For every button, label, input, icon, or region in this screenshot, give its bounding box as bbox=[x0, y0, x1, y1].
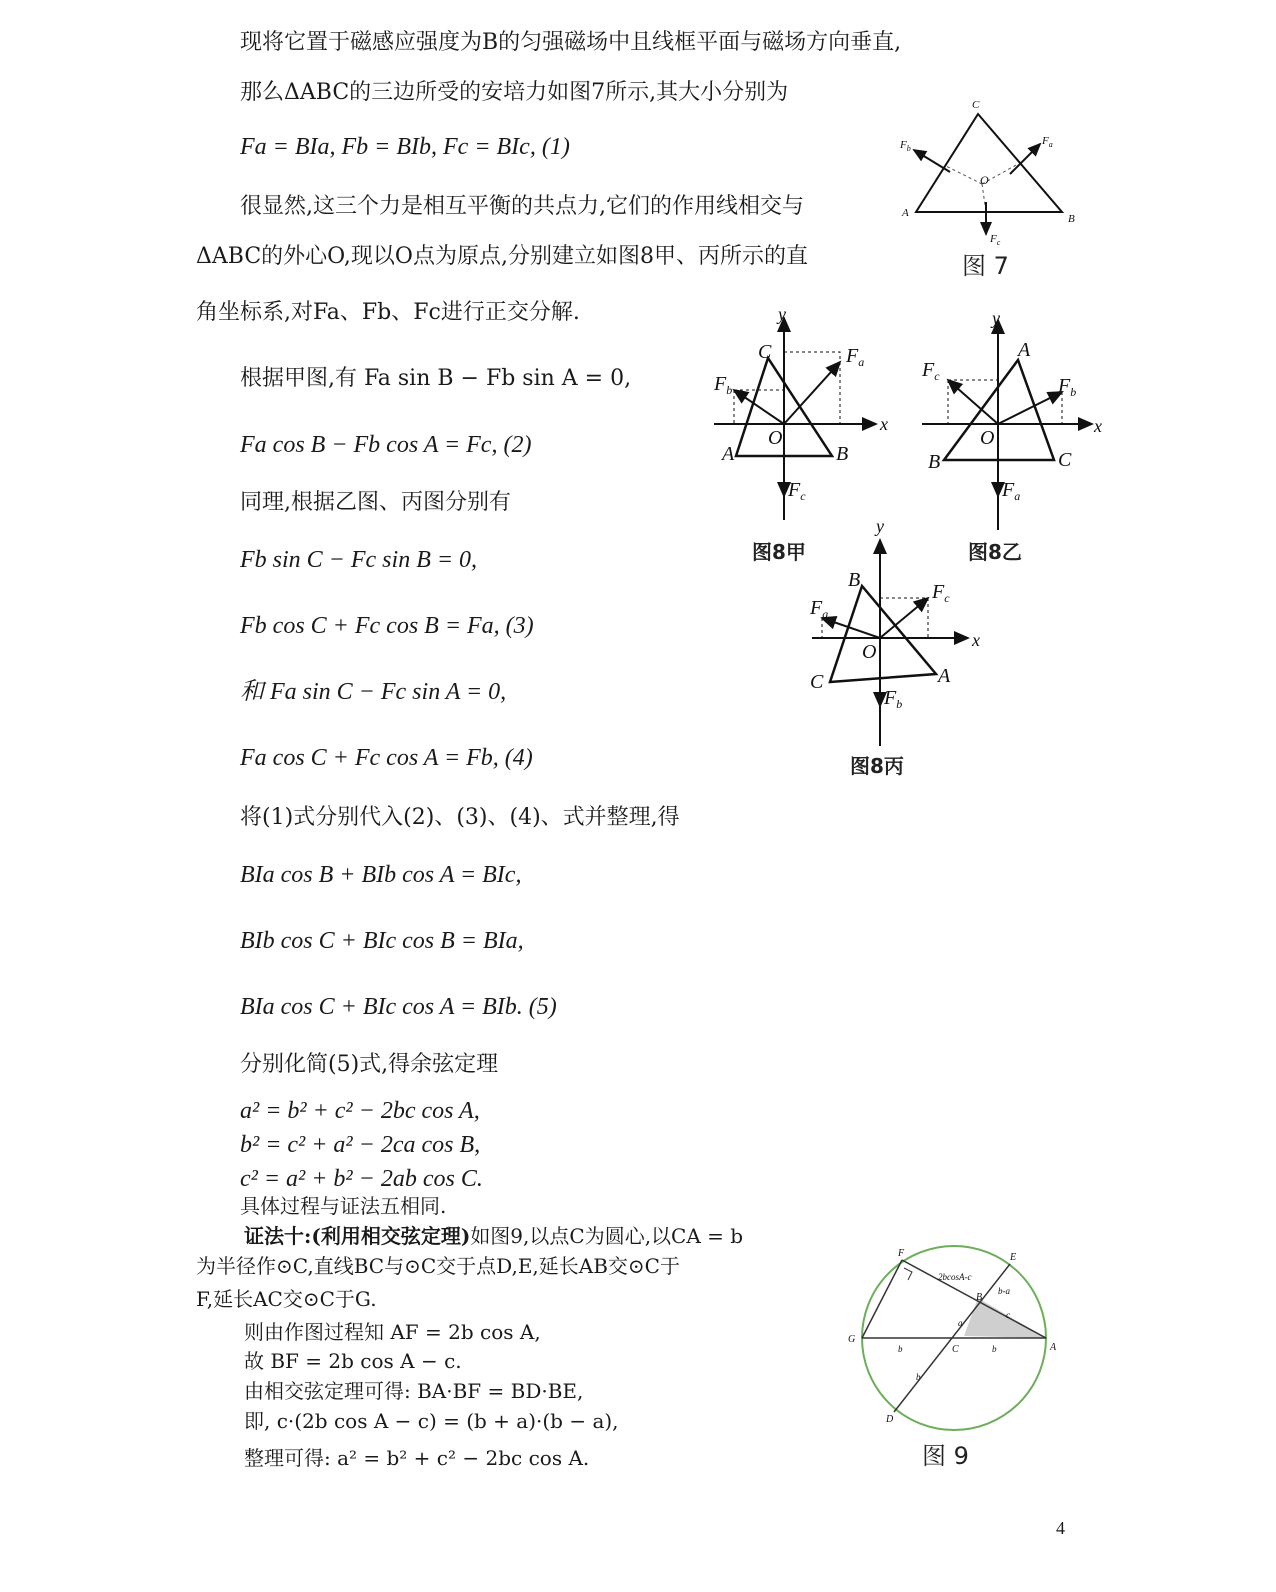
text-line: 角坐标系,对Fa、Fb、Fc进行正交分解. bbox=[196, 300, 580, 325]
text-line: 很显然,这三个力是相互平衡的共点力,它们的作用线相交与 bbox=[240, 194, 804, 219]
svg-text:Fc: $F_c$ bbox=[932, 581, 950, 605]
text-line: F,延长AC交⊙C于G. bbox=[196, 1287, 377, 1311]
proof-ten-title: 证法十:(利用相交弦定理) bbox=[244, 1224, 471, 1248]
svg-text:O: O bbox=[862, 641, 877, 663]
svg-text:c: c bbox=[1006, 1310, 1010, 1320]
svg-text:Fb: $F_b$ bbox=[1058, 375, 1077, 399]
cosine-law-a: a² = b² + c² − 2bc cos A, bbox=[240, 1098, 480, 1124]
text-line: ΔABC的外心O,现以O点为原点,分别建立如图8甲、丙所示的直 bbox=[196, 244, 808, 269]
figure-8c-caption: 图8丙 bbox=[850, 754, 904, 778]
svg-text:B: B bbox=[976, 1292, 983, 1303]
svg-text:b: b bbox=[992, 1344, 997, 1354]
label-o: O bbox=[980, 173, 989, 187]
svg-text:a: a bbox=[958, 1318, 963, 1328]
svg-text:F: F bbox=[898, 1248, 905, 1259]
equation: Fb sin C − Fc sin B = 0, bbox=[240, 547, 478, 573]
svg-text:A: A bbox=[722, 443, 735, 465]
svg-text:x: x bbox=[1094, 416, 1102, 436]
svg-text:x: x bbox=[880, 414, 888, 434]
svg-text:Fa: $F_a$ bbox=[846, 345, 865, 369]
svg-text:C: C bbox=[1058, 449, 1072, 471]
svg-text:b: b bbox=[898, 1344, 903, 1354]
svg-text:Fb: $F_b$ bbox=[900, 139, 911, 153]
text-line: 故 BF = 2b cos A − c. bbox=[244, 1349, 462, 1373]
svg-text:A: A bbox=[938, 665, 951, 687]
proof-ten-heading bbox=[244, 1223, 743, 1249]
figure-7-caption: 图 7 bbox=[962, 252, 1009, 280]
svg-text:Fb: $F_b$ bbox=[884, 687, 903, 711]
figure-8b bbox=[914, 300, 1114, 520]
svg-text:y: y bbox=[992, 308, 1000, 328]
svg-text:Fc: $F_c$ bbox=[990, 233, 1001, 247]
equation-4: Fa cos C + Fc cos A = Fb, (4) bbox=[240, 745, 533, 771]
svg-text:y: y bbox=[876, 516, 884, 536]
svg-text:A: A bbox=[1050, 1342, 1057, 1353]
svg-text:C: C bbox=[810, 671, 824, 693]
text-line: 即, c·(2b cos A − c) = (b + a)·(b − a), bbox=[244, 1409, 619, 1433]
svg-text:G: G bbox=[848, 1334, 856, 1345]
equation: BIa cos B + BIb cos A = BIc, bbox=[240, 862, 522, 888]
svg-text:B: B bbox=[848, 569, 861, 591]
text-line: 则由作图过程知 AF = 2b cos A, bbox=[244, 1320, 541, 1344]
page-number: 4 bbox=[1056, 1518, 1065, 1538]
svg-text:E: E bbox=[1010, 1252, 1017, 1263]
svg-text:Fa: $F_a$ bbox=[1002, 479, 1021, 503]
label-a: A bbox=[902, 207, 909, 219]
svg-text:O: O bbox=[980, 427, 995, 449]
svg-text:D: D bbox=[886, 1414, 894, 1425]
figure-8a-caption: 图8甲 bbox=[752, 540, 806, 564]
svg-text:b-a: b-a bbox=[998, 1286, 1010, 1296]
text-line: 同理,根据乙图、丙图分别有 bbox=[240, 490, 511, 515]
text-line: 将(1)式分别代入(2)、(3)、(4)、式并整理,得 bbox=[240, 805, 680, 830]
svg-text:x: x bbox=[972, 630, 980, 650]
proof-ten-text: 如图9,以点C为圆心,以CA = b bbox=[470, 1224, 744, 1248]
svg-text:Fb: $F_b$ bbox=[714, 373, 733, 397]
figure-8a bbox=[700, 300, 900, 520]
figure-7 bbox=[890, 92, 1090, 252]
svg-text:C: C bbox=[758, 341, 772, 363]
cosine-law-b: b² = c² + a² − 2ca cos B, bbox=[240, 1132, 481, 1158]
force-fb-arrow bbox=[914, 150, 950, 172]
svg-text:Fc: $F_c$ bbox=[788, 479, 806, 503]
equation: 和 Fa sin C − Fc sin A = 0, bbox=[240, 679, 507, 705]
label-b: B bbox=[1068, 213, 1075, 225]
svg-text:B: B bbox=[836, 443, 849, 465]
svg-text:y: y bbox=[778, 304, 786, 324]
svg-text:B: B bbox=[928, 451, 941, 473]
figure-8c bbox=[800, 510, 1000, 750]
svg-text:2bcosA-c: 2bcosA-c bbox=[938, 1272, 972, 1282]
equation-1: Fa = BIa, Fb = BIb, Fc = BIc, (1) bbox=[240, 134, 570, 160]
label-c: C bbox=[972, 99, 980, 111]
text-line: 为半径作⊙C,直线BC与⊙C交于点D,E,延长AB交⊙C于 bbox=[196, 1254, 680, 1278]
text-line: 那么ΔABC的三边所受的安培力如图7所示,其大小分别为 bbox=[240, 80, 789, 105]
svg-text:Fa: $F_a$ bbox=[1042, 135, 1053, 149]
text-line: 现将它置于磁感应强度为B的匀强磁场中且线框平面与磁场方向垂直, bbox=[240, 30, 902, 55]
triangle-abc bbox=[916, 114, 1062, 212]
text-line: 根据甲图,有 Fa sin B − Fb sin A = 0, bbox=[240, 366, 632, 391]
text-line: 具体过程与证法五相同. bbox=[240, 1194, 447, 1218]
triangle-abc bbox=[830, 586, 936, 682]
svg-text:b: b bbox=[916, 1372, 921, 1382]
svg-text:Fc: $F_c$ bbox=[922, 359, 940, 383]
svg-text:C: C bbox=[952, 1344, 959, 1355]
svg-text:O: O bbox=[768, 427, 783, 449]
svg-text:A: A bbox=[1018, 339, 1031, 361]
text-line: 由相交弦定理可得: BA·BF = BD·BE, bbox=[244, 1379, 584, 1403]
equation-3: Fb cos C + Fc cos B = Fa, (3) bbox=[240, 613, 534, 639]
figure-9 bbox=[846, 1244, 1066, 1434]
equation-5: BIa cos C + BIc cos A = BIb. (5) bbox=[240, 994, 557, 1020]
figure-8b-caption: 图8乙 bbox=[968, 540, 1022, 564]
equation-2: Fa cos B − Fb cos A = Fc, (2) bbox=[240, 432, 532, 458]
text-line: 整理可得: a² = b² + c² − 2bc cos A. bbox=[244, 1446, 590, 1470]
cosine-law-c: c² = a² + b² − 2ab cos C. bbox=[240, 1166, 483, 1192]
equation: BIb cos C + BIc cos B = BIa, bbox=[240, 928, 524, 954]
figure-9-caption: 图 9 bbox=[922, 1442, 969, 1470]
svg-text:Fa: $F_a$ bbox=[810, 597, 829, 621]
text-line: 分别化简(5)式,得余弦定理 bbox=[240, 1052, 499, 1077]
